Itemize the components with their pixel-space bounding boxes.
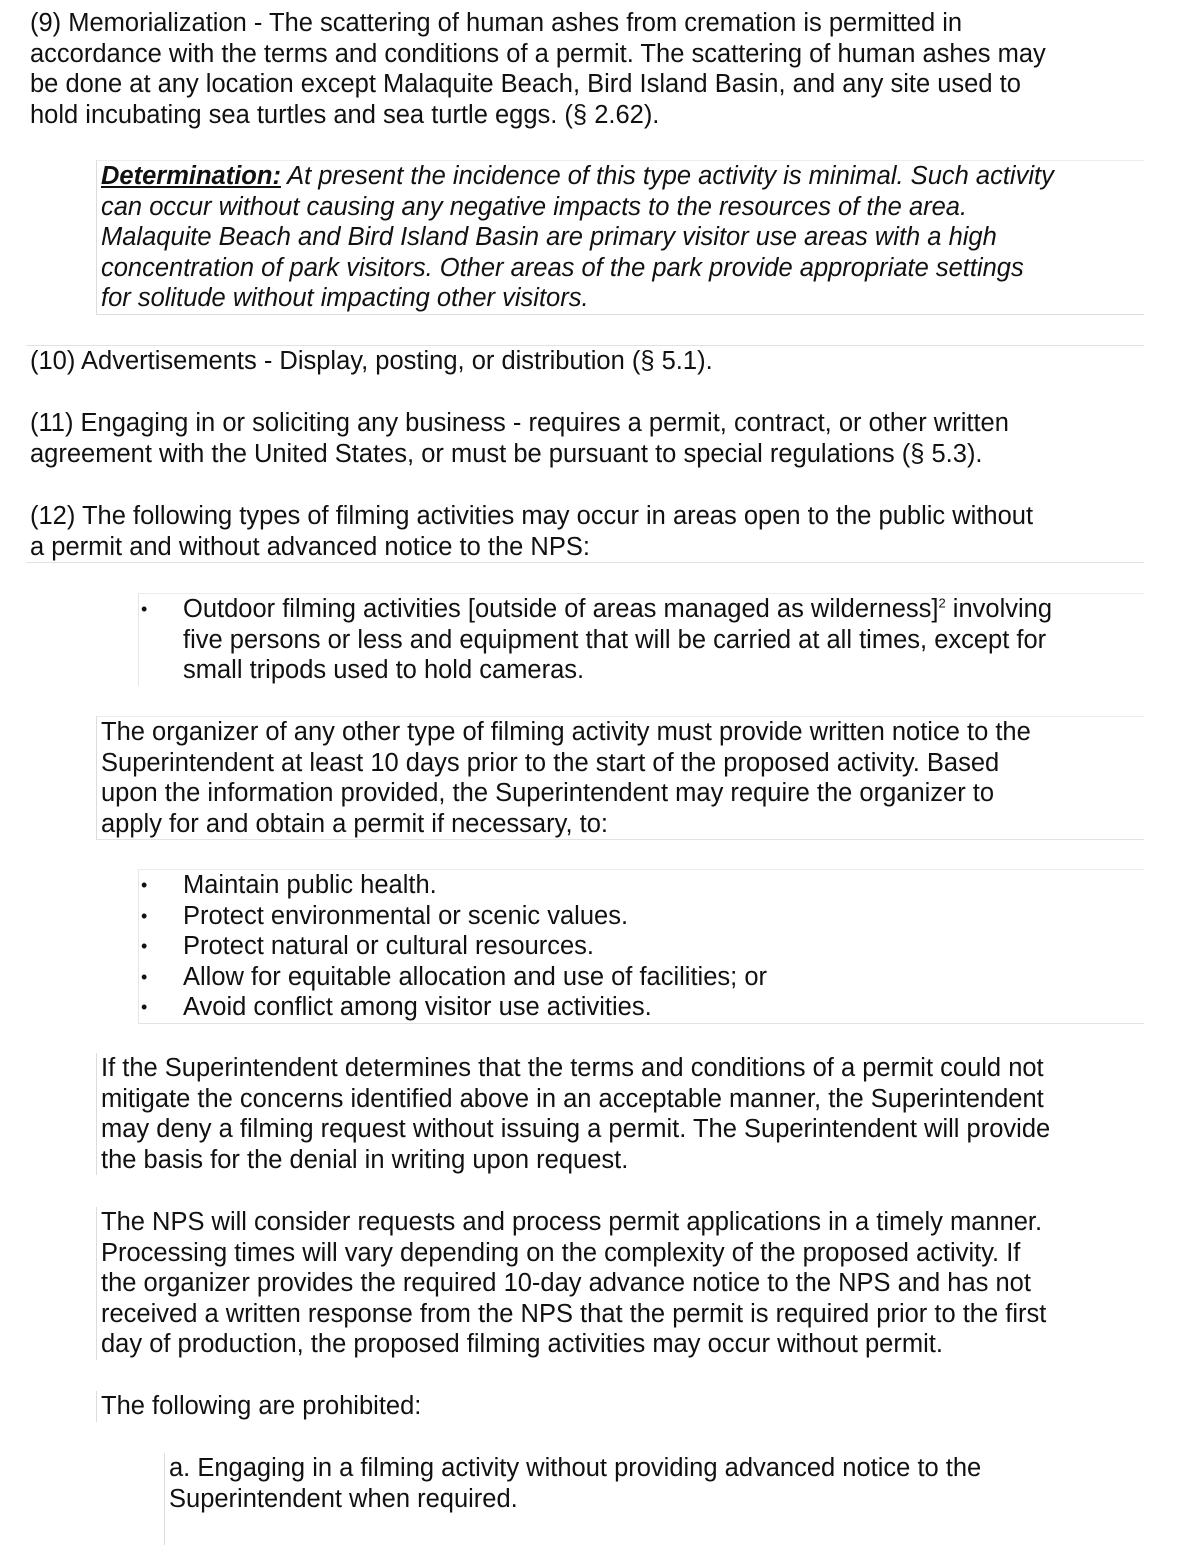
text-line: accordance with the terms and conditions of a permit. The scattering of human ashes may (30, 39, 1046, 68)
text-line: for solitude without impacting other visitors. (101, 284, 589, 313)
filming-exemption-list (138, 593, 1144, 686)
list-item (139, 992, 1144, 1023)
text-line: can occur without causing any negative impacts to the resources of the area. (101, 192, 968, 221)
text-line: a. Engaging in a filming activity without providing advanced notice to the (169, 1454, 982, 1482)
bullet-icon: • (141, 997, 148, 1018)
paragraph-organizer-notice (96, 716, 1144, 840)
text-line: Maintain public health. (183, 871, 437, 899)
text-line: The organizer of any other type of filming activity must provide written notice to the (101, 718, 1031, 746)
text-line: apply for and obtain a permit if necessary, to: (101, 809, 608, 838)
list-item (139, 594, 1144, 686)
text-line: Protect natural or cultural resources. (183, 932, 595, 961)
text-line: If the Superintendent determines that the terms and conditions of a permit could not (101, 1054, 1044, 1082)
determination-text: At present the incidence of this type activity is minimal. Such activity (280, 162, 1054, 190)
paragraph-filming (30, 501, 1170, 562)
determination-label: Determination: (101, 162, 281, 190)
text-line: (11) Engaging in or soliciting any business - requires a permit, contract, or other written (30, 409, 1009, 437)
bullet-icon: • (141, 875, 148, 895)
text-line (183, 594, 1144, 625)
text-line: upon the information provided, the Superintendent may require the organizer to (101, 779, 995, 808)
text-line: Avoid conflict among visitor use activities. (183, 993, 652, 1022)
paragraph-advertisements (30, 346, 1170, 377)
item-text: involving (945, 595, 1053, 623)
text-line: small tripods used to hold cameras. (183, 656, 585, 685)
text-line: may deny a filming request without issuing a permit. The Superintendent will provide (101, 1115, 1051, 1144)
text-line: the basis for the denial in writing upon request. (101, 1145, 629, 1174)
text-line: (12) The following types of filming activities may occur in areas open to the public without (30, 502, 1034, 530)
text-line: a permit and without advanced notice to the NPS: (30, 532, 590, 561)
text-line: Superintendent at least 10 days prior to the start of the proposed activity. Based (101, 748, 1000, 777)
text-line: mitigate the concerns identified above in an acceptable manner, the Superintendent (101, 1084, 1044, 1113)
list-item (139, 901, 1144, 932)
paragraph-processing (96, 1207, 1144, 1360)
text-line: hold incubating sea turtles and sea turtle eggs. (§ 2.62). (30, 100, 660, 129)
text-line: The following are prohibited: (101, 1392, 422, 1420)
text-line: (10) Advertisements - Display, posting, or distribution (§ 5.1). (30, 347, 713, 375)
text-line: (9) Memorialization - The scattering of human ashes from cremation is permitted in (30, 9, 963, 37)
paragraph-denial (96, 1053, 1144, 1175)
text-line: received a written response from the NPS that the permit is required prior to the first (101, 1299, 1047, 1328)
list-item (139, 870, 1144, 901)
text-line: day of production, the proposed filming activities may occur without permit. (101, 1330, 943, 1359)
prohibited-item-a (164, 1453, 1144, 1545)
text-line: Superintendent when required. (169, 1484, 518, 1513)
text-line: Allow for equitable allocation and use of facilities; or (183, 962, 767, 991)
text-line: be done at any location except Malaquite Beach, Bird Island Basin, and any site used to (30, 70, 1021, 99)
bullet-icon: • (141, 599, 148, 619)
paragraph-prohibited (96, 1391, 1144, 1422)
text-line: Protect environmental or scenic values. (183, 901, 629, 930)
item-text: Outdoor filming activities [outside of areas managed as wilderness] (183, 595, 939, 623)
text-line (101, 161, 1144, 192)
text-line: The NPS will consider requests and process permit applications in a timely manner. (101, 1208, 1043, 1236)
paragraph-business (30, 408, 1170, 469)
permit-reasons-list (138, 869, 1144, 1024)
bullet-icon: • (141, 936, 148, 957)
list-item (139, 962, 1144, 993)
text-line: concentration of park visitors. Other areas of the park provide appropriate settings (101, 253, 1024, 282)
bullet-icon: • (141, 905, 148, 926)
divider (26, 562, 1144, 563)
text-line: Processing times will vary depending on the complexity of the proposed activity. If (101, 1238, 1021, 1267)
footnote-ref: 2 (938, 595, 946, 611)
bullet-icon: • (141, 966, 148, 987)
text-line: Malaquite Beach and Bird Island Basin are primary visitor use areas with a high (101, 223, 997, 252)
paragraph-memorialization (30, 8, 1170, 130)
text-line: five persons or less and equipment that will be carried at all times, except for (183, 625, 1047, 654)
list-item (139, 931, 1144, 962)
text-line: the organizer provides the required 10-day advance notice to the NPS and has not (101, 1269, 1031, 1298)
determination-box (96, 160, 1144, 315)
text-line: agreement with the United States, or must be pursuant to special regulations (§ 5.3). (30, 439, 983, 468)
